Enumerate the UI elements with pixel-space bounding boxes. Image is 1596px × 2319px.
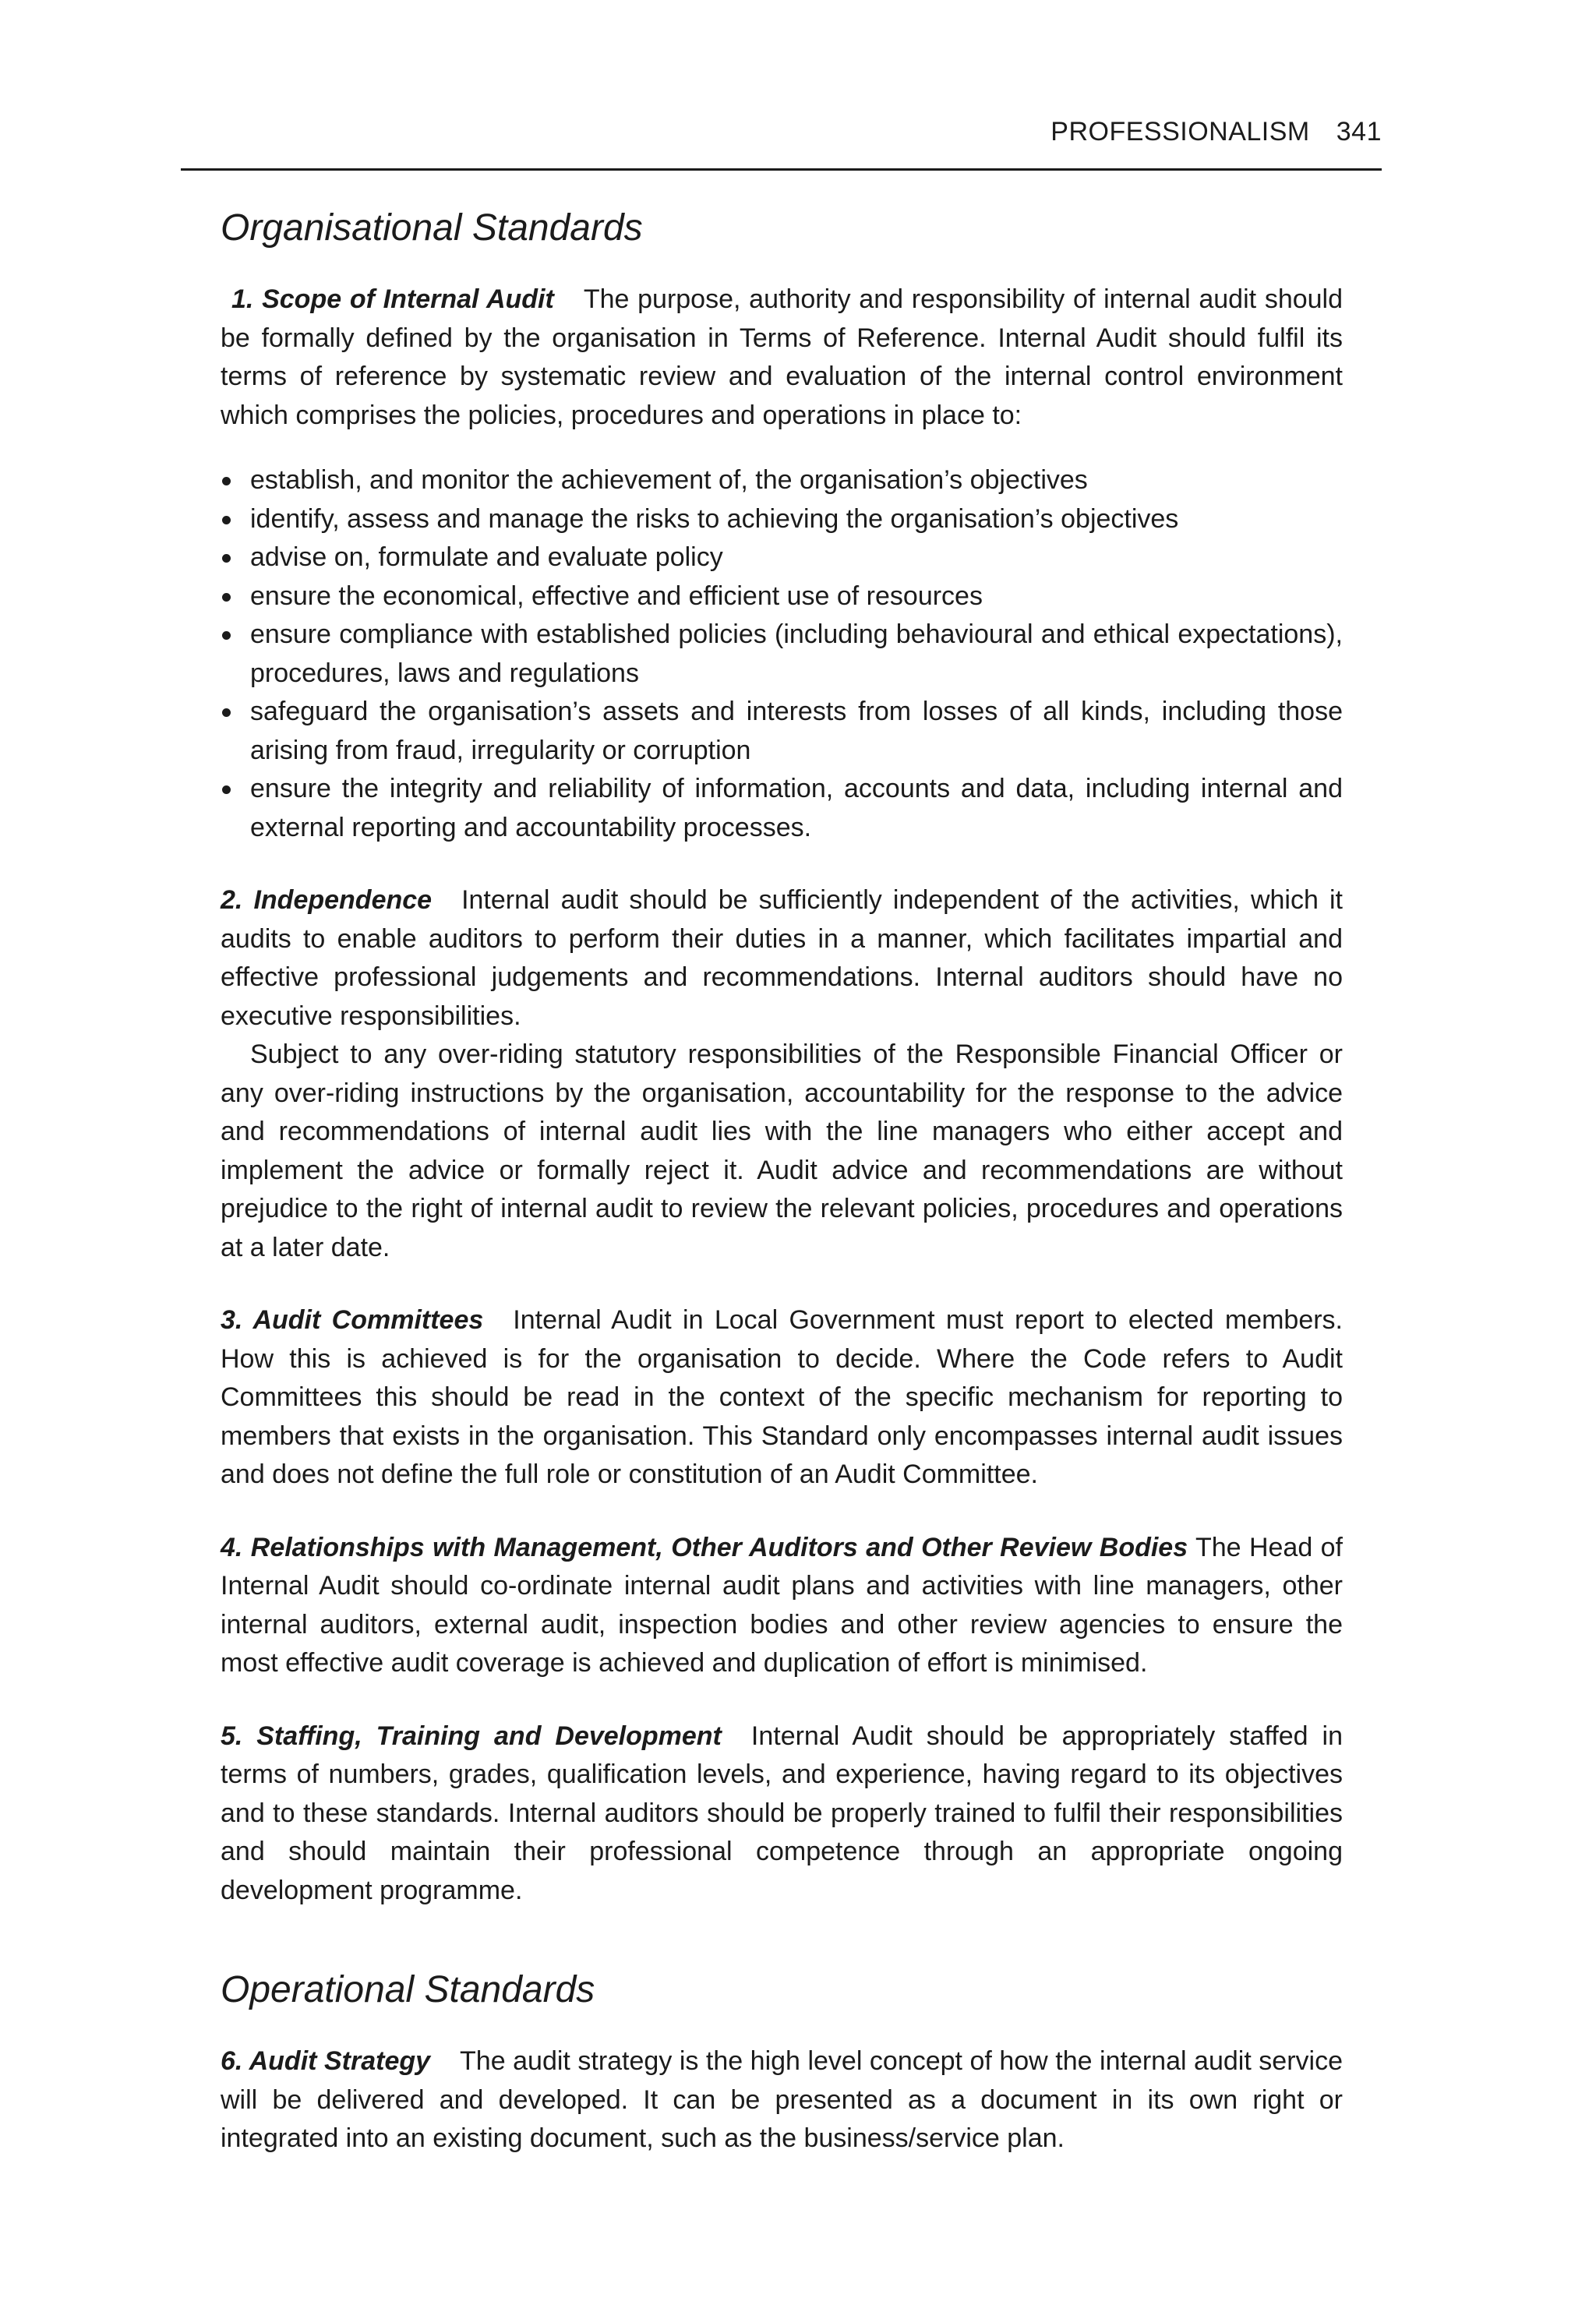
- bullet-icon: [222, 593, 231, 602]
- standard-3-heading: 3. Audit Committees: [221, 1305, 484, 1335]
- standard-6-heading: 6. Audit Strategy: [221, 2046, 431, 2076]
- page-content: [221, 204, 1343, 2158]
- standard-1-heading: 1. Scope of Internal Audit: [231, 284, 554, 314]
- standard-6-text: The audit strategy is the high level concept of how the internal audit service will be delivered and developed. It can be presented as a document in its own right or integrated into an existing document, such as the business/service plan.: [221, 2046, 1343, 2153]
- section-title-operational: Operational Standards: [221, 1969, 595, 2010]
- standard-3-paragraph: [221, 1301, 1343, 1495]
- standard-1-bullet-list: [221, 461, 1343, 847]
- section-title-organisational: Organisational Standards: [221, 207, 643, 249]
- bullet-icon: [222, 554, 231, 563]
- standard-4-text: The Head of Internal Audit should co-ordinate internal audit plans and activities with line managers, other internal auditors, external audit, inspection bodies and other review agencies to ensure the most effective audit coverage is achieved and duplication of effort is minimised.: [221, 1532, 1343, 1678]
- page-number: 341: [1336, 117, 1382, 146]
- standard-2-text: Internal audit should be sufficiently independent of the activities, which it audits to enable auditors to perform their duties in a manner, which facilitates impartial and effective professional judgements and recommendations. Internal auditors should have no executive responsibilities.: [221, 885, 1344, 1031]
- list-item: establish, and monitor the achievement of, the organisation’s objectives: [221, 461, 1343, 500]
- standard-5-text: Internal Audit should be appropriately staffed in terms of numbers, grades, qualification levels, and experience, having regard to its objectives and to these standards. Internal auditors should be properly trained to fulfil their responsibilities and should maintain their professional competence through an appropriate ongoing development programme.: [221, 1721, 1343, 1905]
- list-item: ensure compliance with established policies (including behavioural and ethical expectations), procedures, laws and regulations: [221, 616, 1343, 693]
- standard-2-paragraph-2: Subject to any over-riding statutory responsibilities of the Responsible Financial Officer or any over-riding instructions by the organisation, accountability for the response to the advice and recommendations of internal audit lies with the line managers who either accept and implement the advice or formally reject it. Audit advice and recommendations are without prejudice to the right of internal audit to review the relevant policies, procedures and operations at a later date.: [221, 1039, 1343, 1262]
- standard-2-heading: 2. Independence: [221, 885, 433, 915]
- bullet-icon: [222, 708, 231, 717]
- standard-1-paragraph: [221, 281, 1343, 435]
- list-item: safeguard the organisation’s assets and interests from losses of all kinds, including those arising from fraud, irregularity or corruption: [221, 693, 1343, 770]
- standard-4-heading: 4. Relationships with Management, Other Auditors and Other Review Bodies: [221, 1532, 1188, 1562]
- standard-6-paragraph: [221, 2042, 1343, 2158]
- bullet-icon: [222, 785, 231, 794]
- running-head: [181, 117, 1382, 171]
- bullet-icon: [222, 631, 231, 640]
- standard-4-paragraph: [221, 1529, 1343, 1683]
- bullet-icon: [222, 477, 231, 485]
- running-head-title: PROFESSIONALISM: [1050, 117, 1310, 146]
- bullet-icon: [222, 516, 231, 524]
- list-item: ensure the integrity and reliability of information, accounts and data, including internal and external reporting and accountability processes.: [221, 770, 1343, 847]
- list-item: ensure the economical, effective and efficient use of resources: [221, 577, 1343, 616]
- standard-5-paragraph: [221, 1717, 1343, 1911]
- standard-5-heading: 5. Staffing, Training and Development: [221, 1721, 722, 1751]
- standard-3-text: Internal Audit in Local Government must report to elected members. How this is achieved is for the organisation to decide. Where the Code refers to Audit Committees this should be read in the context of the specific mechanism for reporting to members that exists in the organisation. This Standard only encompasses internal audit issues and does not define the full role or constitution of an Audit Committee.: [221, 1305, 1343, 1489]
- standard-2-paragraph: [221, 881, 1343, 1036]
- standard-1-intro: The purpose, authority and responsibility of internal audit should be formally defined by the organisation in Terms of Reference. Internal Audit should fulfil its terms of reference by systematic review and evaluation of the internal control environment which comprises the policies, procedures and operations in place to:: [221, 284, 1344, 430]
- list-item: advise on, formulate and evaluate policy: [221, 538, 1343, 577]
- list-item: identify, assess and manage the risks to achieving the organisation’s objectives: [221, 500, 1343, 539]
